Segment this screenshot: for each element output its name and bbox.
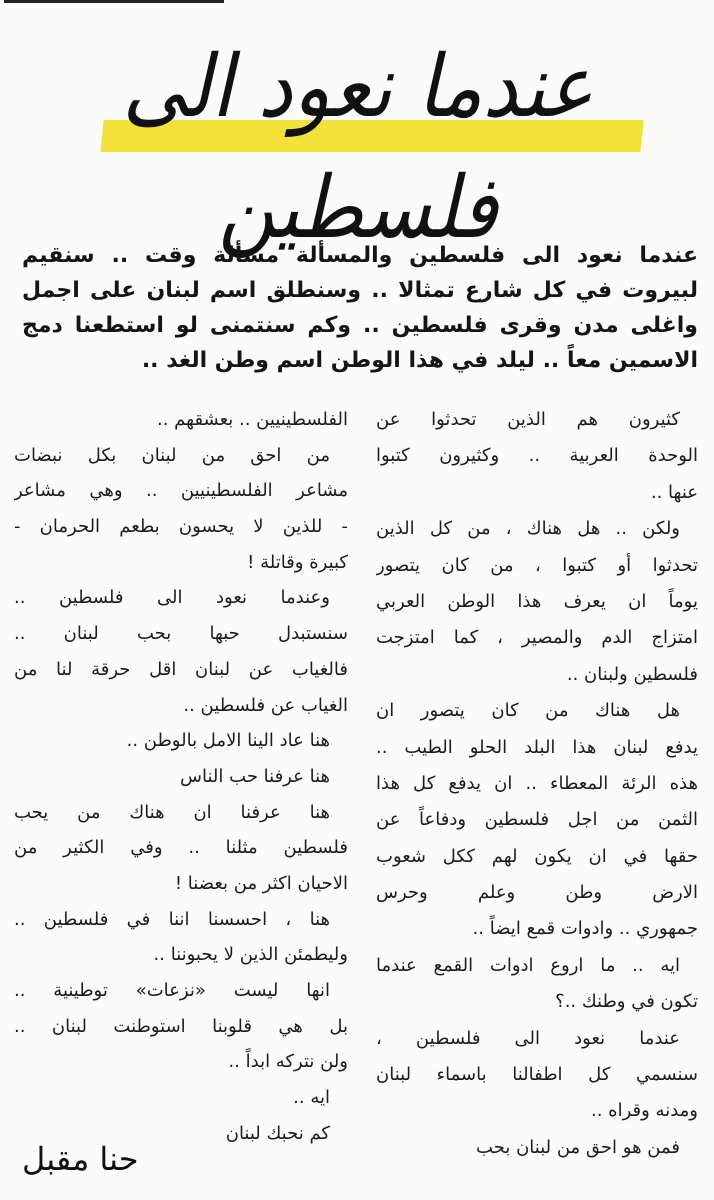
text-line: فلسطين مثلنا .. وفي الكثير من — [14, 837, 348, 859]
text-line: فالغياب عن لبنان اقل حرقة لنا من — [14, 658, 348, 680]
paragraph — [14, 759, 348, 795]
right-column — [376, 402, 698, 1166]
text-line: وعندما نعود الى فلسطين .. — [14, 587, 330, 609]
top-rule — [4, 0, 224, 3]
author-signature: حنا مقبل — [22, 1140, 139, 1178]
text-line: الفلسطينيين .. بعشقهم .. — [157, 409, 348, 430]
text-line: ايه .. — [293, 1087, 330, 1109]
paragraph — [14, 723, 348, 759]
text-line: سنستبدل حبها بحب لبنان .. — [14, 623, 348, 645]
paragraph — [14, 902, 348, 973]
paragraph — [376, 1021, 698, 1130]
text-line: هنا ، احسسنا اننا في فلسطين .. — [14, 908, 330, 930]
text-line: - للذين لا يحسون بطعم الحرمان - — [14, 516, 348, 538]
paragraph — [376, 402, 698, 511]
paragraph — [14, 973, 348, 1080]
paragraph — [376, 511, 698, 693]
text-line: تكون في وطنك ..؟ — [555, 991, 698, 1013]
text-line: مشاعر الفلسطينيين .. وهي مشاعر — [14, 480, 348, 502]
text-line: من احق من لبنان بكل نبضات — [14, 444, 330, 466]
text-line: فلسطين ولبنان .. — [566, 663, 698, 685]
paragraph — [376, 693, 698, 948]
text-line: هنا عاد الينا الامل بالوطن .. — [126, 730, 330, 752]
text-line: الثمن من اجل فلسطين ودفاعاً عن — [376, 809, 698, 831]
text-line: امتزاج الدم والمصير ، كما امتزجت — [376, 627, 698, 649]
paragraph — [14, 1080, 348, 1116]
paragraph — [14, 402, 348, 438]
text-line: هل هناك من كان يتصور ان — [376, 700, 680, 722]
text-line: انها ليست «نزعات» توطينية .. — [14, 980, 330, 1001]
text-line: ومدنه وقراه .. — [591, 1100, 698, 1122]
text-line: ولكن .. هل هناك ، من كل الذين — [376, 518, 680, 540]
text-line: عندما نعود الى فلسطين ، — [376, 1027, 680, 1049]
text-line: حقها في ان يكون لهم ككل شعوب — [376, 845, 698, 867]
text-line: الوحدة العربية .. وكثيرون كتبوا — [376, 445, 698, 467]
text-line: هنا عرفنا ان هناك من يحب — [14, 801, 330, 823]
text-line: يدفع لبنان هذا البلد الحلو الطيب .. — [376, 736, 698, 758]
text-line: كم نحبك لبنان — [225, 1122, 330, 1144]
text-line: بل هي قلوبنا استوطنت لبنان .. — [14, 1015, 348, 1037]
paragraph — [14, 795, 348, 902]
text-line: هنا عرفنا حب الناس — [180, 765, 330, 787]
text-line: الغياب عن فلسطين .. — [183, 694, 348, 716]
text-line: عنها .. — [650, 481, 698, 503]
paragraph — [376, 948, 698, 1021]
text-line: سنسمي كل اطفالنا باسماء لبنان — [376, 1064, 698, 1086]
text-line: الارض وطن وعلم وحرس — [376, 882, 698, 904]
text-line: كثيرون هم الذين تحدثوا عن — [376, 409, 680, 430]
text-line: فمن هو احق من لبنان بحب — [476, 1136, 680, 1158]
paragraph — [14, 438, 348, 581]
text-line: تحدثوا أو كتبوا ، من كان يتصور — [376, 554, 698, 576]
text-line: ولن نتركه ابداً .. — [228, 1051, 348, 1073]
text-line: هذه الرئة المعطاء .. ان يدفع كل هذا — [376, 772, 698, 794]
headline — [18, 30, 698, 258]
left-column — [14, 402, 348, 1151]
text-line: ايه .. ما اروع ادوات القمع عندما — [376, 954, 680, 976]
paragraph — [14, 580, 348, 723]
text-line: جمهوري .. وادوات قمع ايضاً .. — [472, 918, 698, 940]
paragraph — [376, 1130, 698, 1166]
text-line: يوماً ان يعرف هذا الوطن العربي — [376, 590, 698, 612]
text-line: كبيرة وقاتلة ! — [247, 551, 348, 573]
headline-text: عندما نعود الى فلسطين — [122, 38, 594, 258]
text-line: وليطمئن الذين لا يحبوننا .. — [153, 944, 348, 966]
text-line: الاحيان اكثر من بعضنا ! — [174, 872, 348, 894]
lead-paragraph: عندما نعود الى فلسطين والمسألة مسألة وقت .. سنقيم لبيروت في كل شارع تمثالا .. وسنطلق اسم لبنان على اجمل واغلى مدن وقرى فلسطين .. وكم سنتمنى لو استطعنا دمج الاسمين معاً .. ليلد في هذا الوطن اسم وطن الغد .. — [22, 243, 698, 373]
